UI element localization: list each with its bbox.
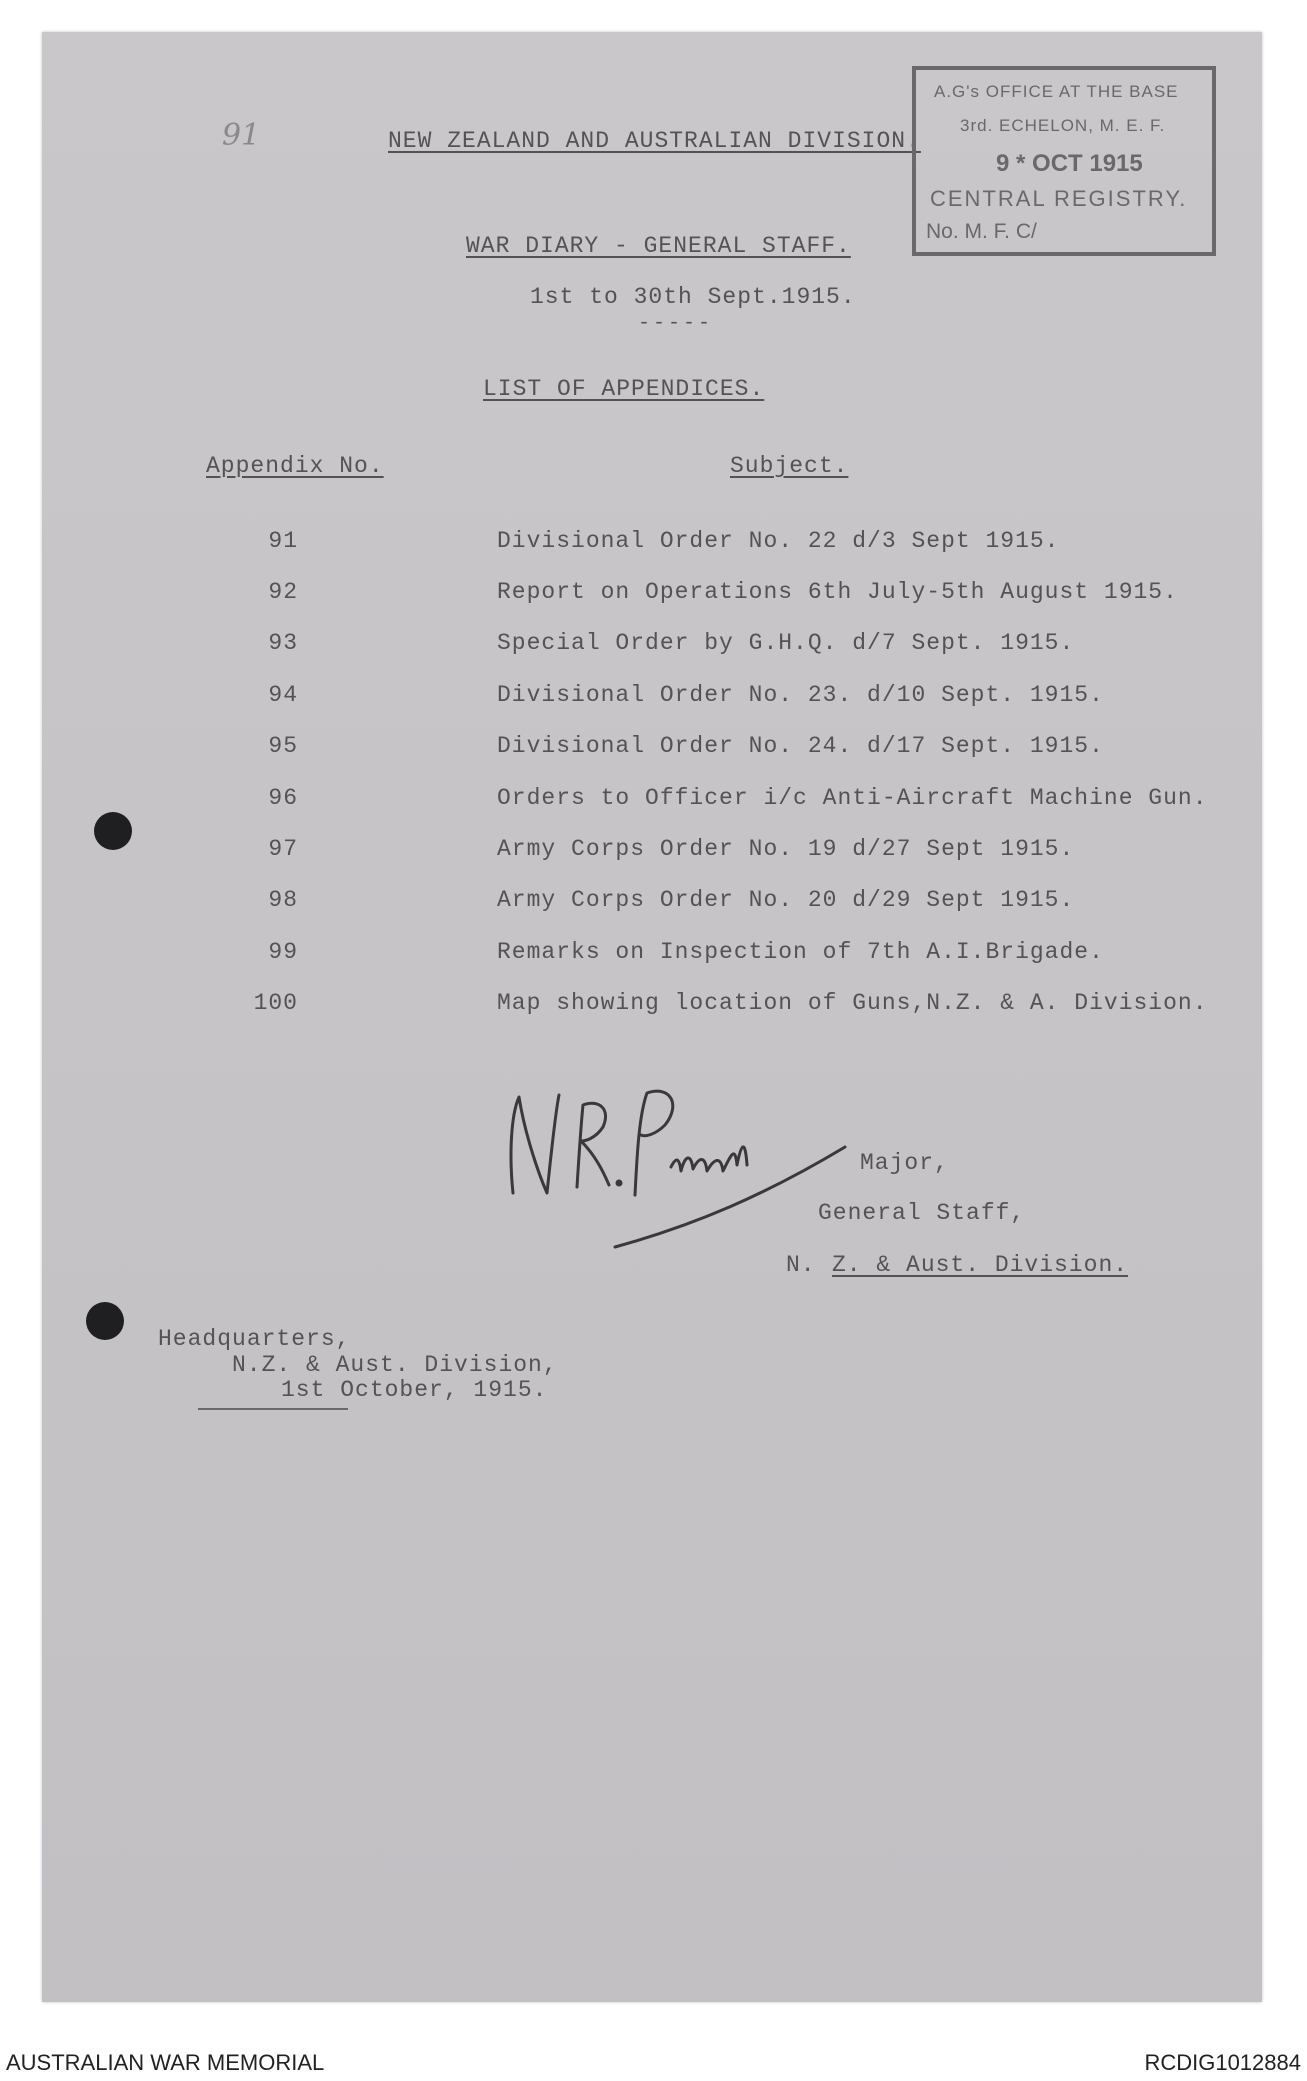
appendix-subject: Report on Operations 6th July-5th August 1915. [497, 579, 1178, 605]
appendix-subject: Army Corps Order No. 20 d/29 Sept 1915. [497, 887, 1075, 913]
origin-headquarters: Headquarters, [158, 1326, 351, 1352]
footer-institution: AUSTRALIAN WAR MEMORIAL [6, 2050, 325, 2075]
stamp-line-echelon: 3rd. ECHELON, M. E. F. [960, 116, 1166, 135]
origin-division: N.Z. & Aust. Division, [232, 1352, 558, 1378]
registry-stamp [912, 66, 1216, 256]
appendix-number: 98 [268, 887, 298, 913]
appendix-subject: Divisional Order No. 22 d/3 Sept 1915. [497, 528, 1060, 554]
diary-period: 1st to 30th Sept.1915. [530, 284, 856, 310]
signatory-division-prefix: N. [786, 1252, 816, 1278]
appendix-number: 97 [268, 836, 298, 862]
handwritten-signature [495, 1075, 865, 1265]
appendix-number: 100 [253, 990, 298, 1016]
appendix-subject: Map showing location of Guns,N.Z. & A. Division. [497, 990, 1208, 1016]
appendix-number: 99 [268, 939, 298, 965]
appendix-subject: Special Order by G.H.Q. d/7 Sept. 1915. [497, 630, 1075, 656]
appendix-number: 96 [268, 785, 298, 811]
appendix-number: 91 [268, 528, 298, 554]
list-heading: LIST OF APPENDICES. [483, 376, 765, 402]
appendix-subject: Orders to Officer i/c Anti-Aircraft Machine Gun. [497, 785, 1208, 811]
pencil-page-number: 91 [222, 118, 261, 153]
appendix-subject: Divisional Order No. 23. d/10 Sept. 1915. [497, 682, 1104, 708]
stamp-line-registry: CENTRAL REGISTRY. [930, 186, 1188, 211]
appendix-subject: Army Corps Order No. 19 d/27 Sept 1915. [497, 836, 1075, 862]
stamp-line-number: No. M. F. C/ [926, 220, 1037, 243]
origin-date: 1st October, 1915. [281, 1377, 548, 1403]
appendix-number: 94 [268, 682, 298, 708]
column-header-appendix-no: Appendix No. [206, 453, 384, 479]
signatory-staff: General Staff, [818, 1200, 1026, 1226]
signatory-division: Z. & Aust. Division. [832, 1252, 1129, 1278]
signatory-rank: Major, [860, 1150, 949, 1176]
punch-hole-lower [86, 1302, 124, 1340]
column-header-subject: Subject. [730, 453, 849, 479]
appendix-number: 95 [268, 733, 298, 759]
appendix-number: 92 [268, 579, 298, 605]
origin-underline [198, 1408, 348, 1410]
period-underline-dashes: ----- [638, 312, 714, 335]
division-heading: NEW ZEALAND AND AUSTRALIAN DIVISION. [388, 128, 921, 154]
stamp-date: 9 * OCT 1915 [996, 150, 1143, 177]
appendix-number: 93 [268, 630, 298, 656]
punch-hole-upper [94, 812, 132, 850]
stamp-line-office: A.G's OFFICE AT THE BASE [934, 82, 1179, 101]
appendix-subject: Remarks on Inspection of 7th A.I.Brigade. [497, 939, 1104, 965]
appendix-subject: Divisional Order No. 24. d/17 Sept. 1915. [497, 733, 1104, 759]
war-diary-title: WAR DIARY - GENERAL STAFF. [466, 233, 851, 259]
footer-record-id: RCDIG1012884 [1144, 2050, 1301, 2075]
